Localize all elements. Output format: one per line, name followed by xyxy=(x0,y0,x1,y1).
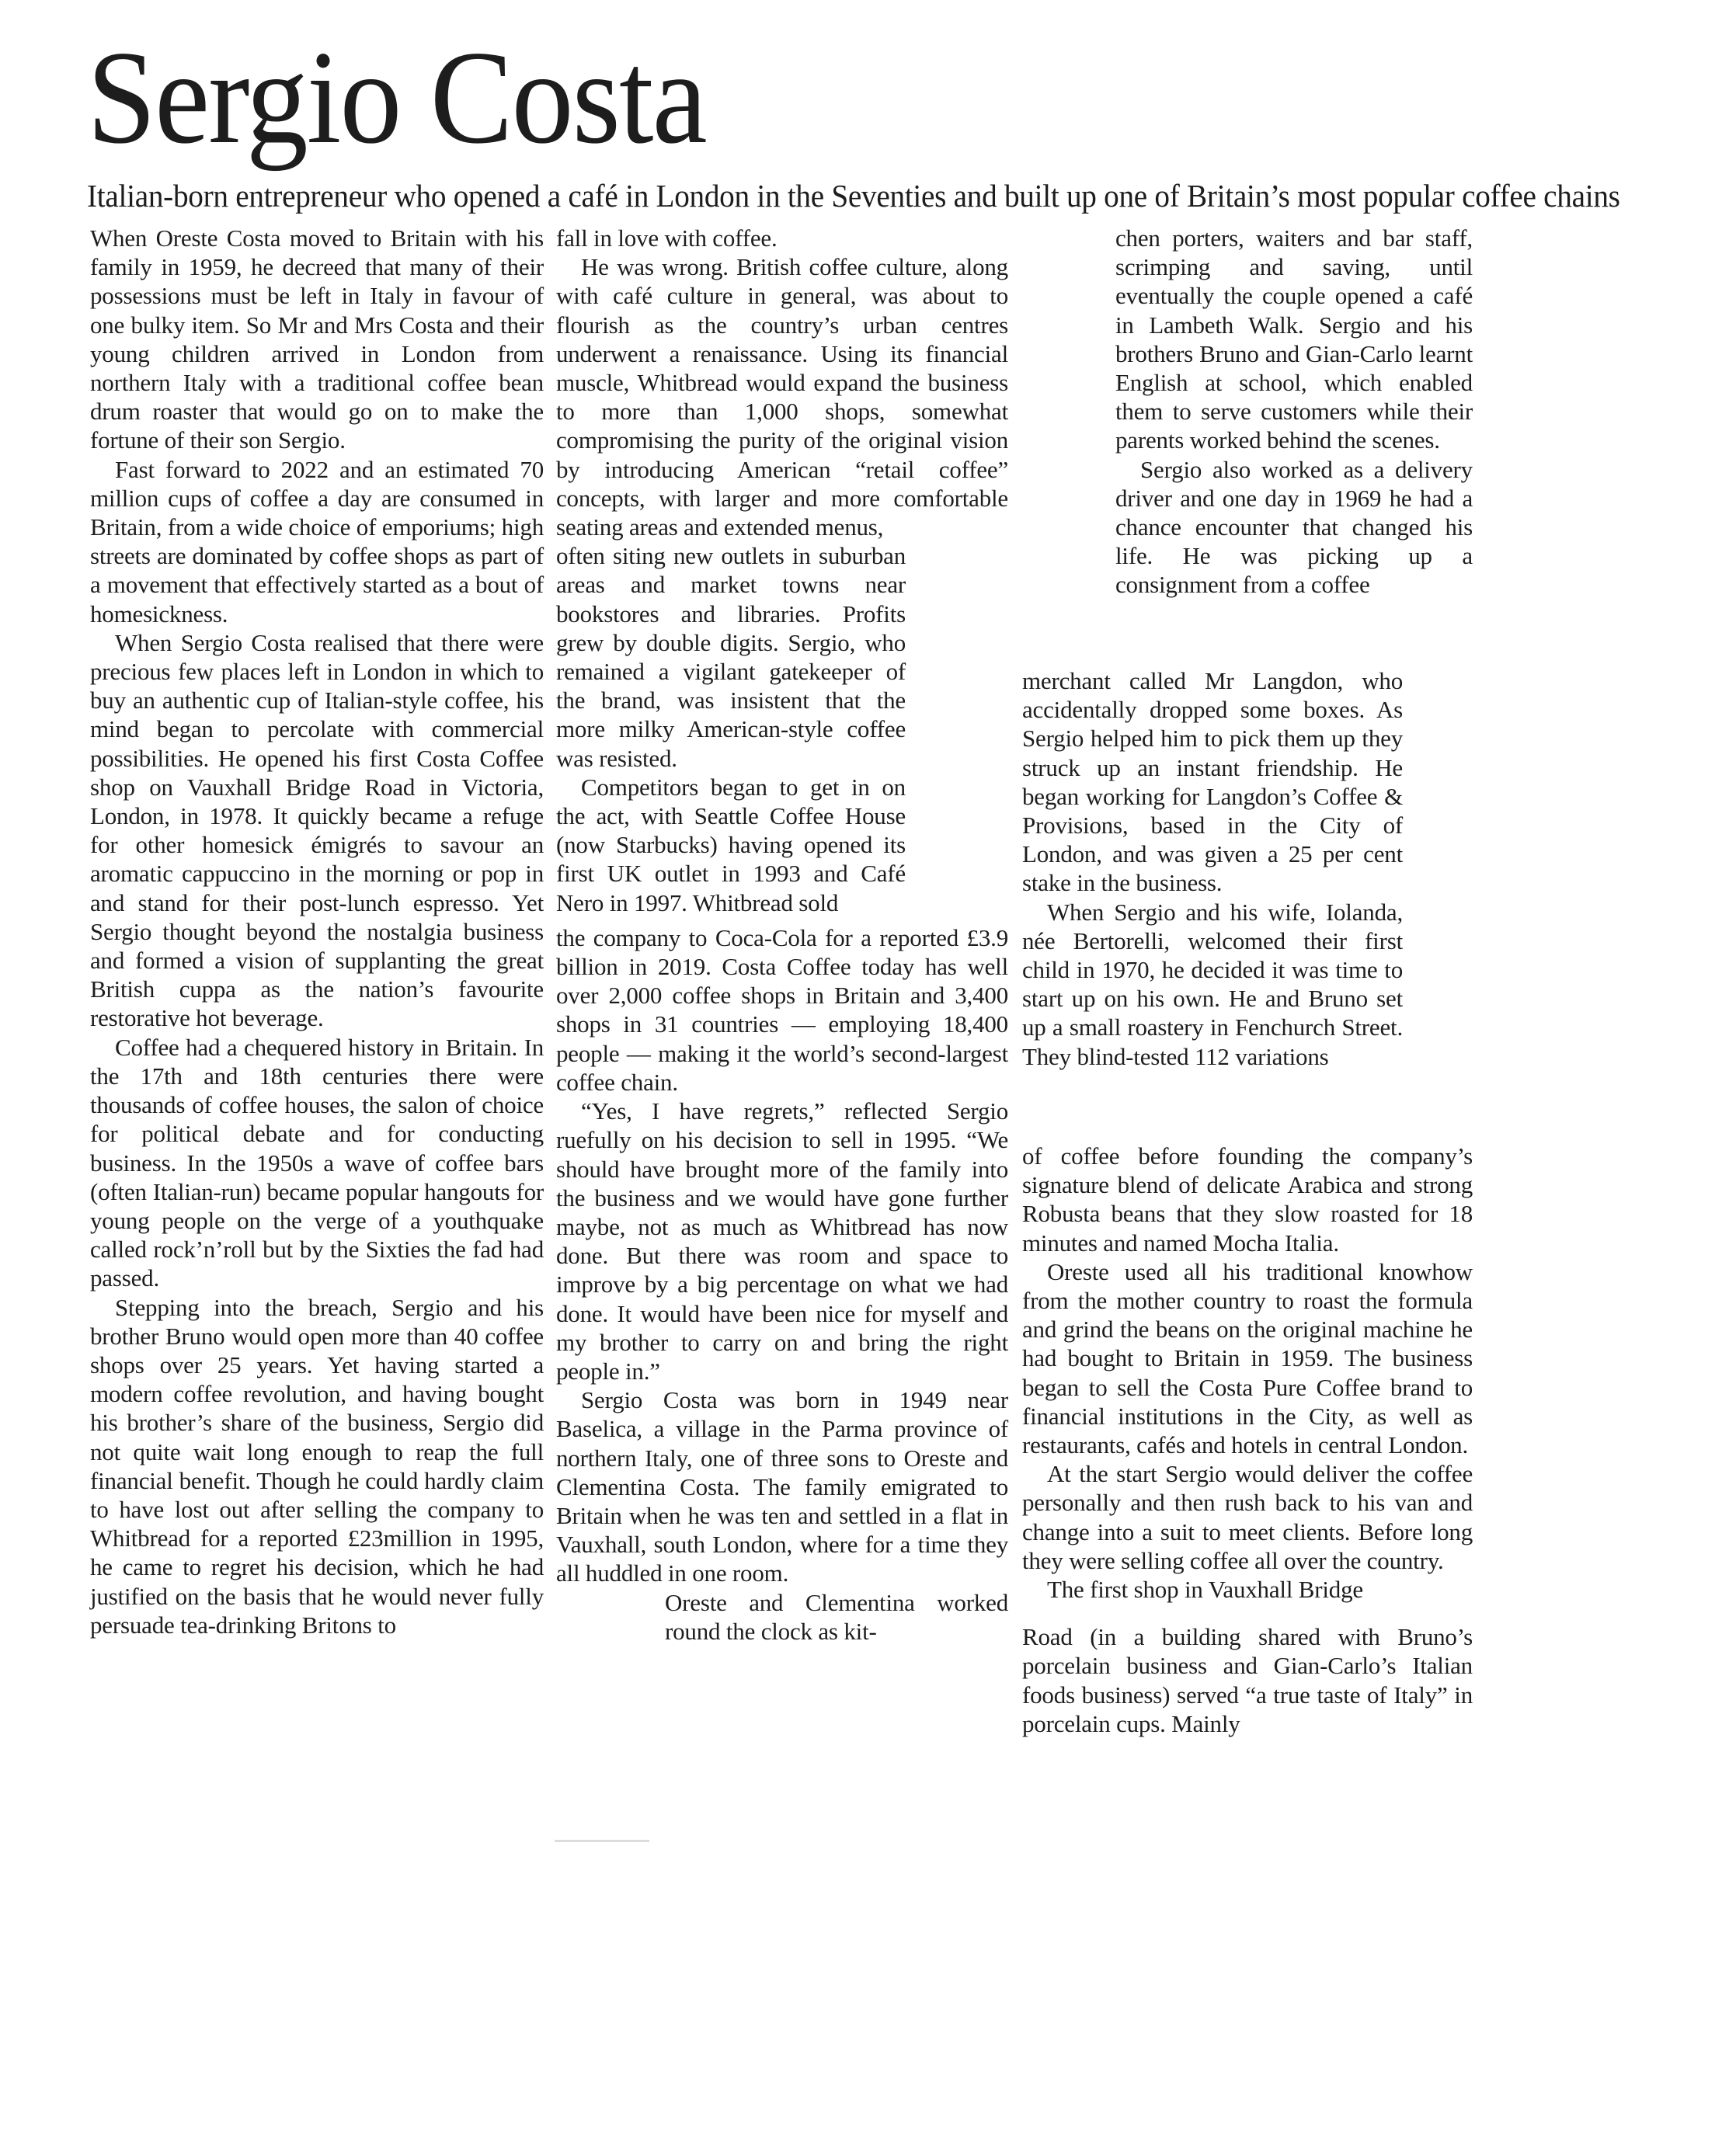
paragraph: Road (in a building shared with Bruno’s porcelain business and Gian-Carlo’s Italian foods business) served “a true taste of Italy” in porcelain cups. Mainly xyxy=(1022,1623,1473,1737)
paragraph: When Sergio and his wife, Iolanda, née Bertorelli, welcomed their first child in 1970, he decided it was time to start up on his own. He and Bruno set up a small roastery in Fenchurch Street. They blind-tested 112 variations xyxy=(1022,898,1403,1070)
paragraph: Competitors began to get in on the act, with Seattle Coffee House (now Starbucks) having opened its first UK outlet in 1993 and Café Nero in 1997. Whitbread sold xyxy=(556,773,906,916)
column-3-top xyxy=(1115,224,1473,600)
column-2-bottom xyxy=(556,923,1008,1588)
paragraph: Coffee had a chequered history in Britain. In the 17th and 18th centuries there were thousands of coffee houses, the salon of choice for political debate and for conducting business. In the 1950s a wave of coffee bars (often Italian-run) became popular hangouts for young people on the verge of a youthquake called rock’n’roll but by the Sixties the fad had passed. xyxy=(90,1033,544,1292)
paragraph: merchant called Mr Langdon, who accidentally dropped some boxes. As Sergio helped him to pick them up they struck up an instant friendship. He began working for Langdon’s Coffee & Provisions, based in the City of London, and was given a 25 per cent stake in the business. xyxy=(1022,667,1403,897)
paragraph: When Oreste Costa moved to Britain with his family in 1959, he decreed that many of their possessions must be left in Italy in favour of one bulky item. So Mr and Mrs Costa and their young children arrived in London from northern Italy with a traditional coffee bean drum roaster that would go on to make the fortune of their son Sergio. xyxy=(90,224,544,454)
paragraph: Sergio Costa was born in 1949 near Baselica, a village in the Parma province of northern Italy, one of three sons to Oreste and Clementina Costa. The family emigrated to Britain when he was ten and settled in a flat in Vauxhall, south London, where for a time they all huddled in one room. xyxy=(556,1386,1008,1587)
column-2-middle xyxy=(556,541,906,917)
standfirst: Italian-born entrepreneur who opened a café in London in the Seventies and built up one of Britain’s most popular coffee chains xyxy=(87,178,1620,214)
column-2-top xyxy=(556,224,1008,541)
column-3-bottom xyxy=(1022,1142,1473,1738)
paragraph: When Sergio Costa realised that there were precious few places left in London in which to buy an authentic cup of Italian-style coffee, his mind began to percolate with commercial possibilities. He opened his first Costa Coffee shop on Vauxhall Bridge Road in Victoria, London, in 1978. It quickly became a refuge for other homesick émigrés to savour an aromatic cappuccino in the morning or pop in and stand for their post-lunch espresso. Yet Sergio thought beyond the nostalgia business and formed a vision of supplanting the great British cuppa as the nation’s favourite restorative hot beverage. xyxy=(90,628,544,1032)
paragraph: Oreste used all his traditional knowhow from the mother country to roast the formula and grind the beans on the original machine he had bought to Britain in 1959. The business began to sell the Costa Pure Coffee brand to financial institutions in the City, as well as restaurants, cafés and hotels in central London. xyxy=(1022,1257,1473,1459)
divider xyxy=(555,1840,649,1842)
paragraph: fall in love with coffee. xyxy=(556,224,778,252)
paragraph: The first shop in Vauxhall Bridge xyxy=(1047,1576,1363,1604)
paragraph: chen porters, waiters and bar staff, scrimping and saving, until eventually the couple opened a café in Lambeth Walk. Sergio and his brothers Bruno and Gian-Carlo learnt English at school, which enabled them to serve customers while their parents worked behind the scenes. xyxy=(1115,224,1473,454)
paragraph: often siting new outlets in suburban areas and market towns near bookstores and libraries. Profits grew by double digits. Sergio, who remained a vigilant gatekeeper of the brand, was insistent that the more milky American-style coffee was resisted. xyxy=(556,542,906,772)
paragraph: Sergio also worked as a delivery driver and one day in 1969 he had a chance encounter that changed his life. He was picking up a consignment from a coffee xyxy=(1115,455,1473,599)
paragraph: the company to Coca-Cola for a reported £3.9 billion in 2019. Costa Coffee today has well over 2,000 coffee shops in Britain and 3,400 shops in 31 countries — employing 18,400 people — making it the world’s second-largest coffee chain. xyxy=(556,923,1008,1096)
column-2 xyxy=(556,224,1008,1646)
paragraph: Stepping into the breach, Sergio and his brother Bruno would open more than 40 coffee shops over 25 years. Yet having started a modern coffee revolution, and having bought his brother’s share of the business, Sergio did not quite wait long enough to reap the full financial benefit. Though he could hardly claim to have lost out after selling the company to Whitbread for a reported £23million in 1995, he came to regret his decision, which he had justified on the basis that he would never fully persuade tea-drinking Britons to xyxy=(90,1293,544,1639)
column-1 xyxy=(90,224,544,1639)
column-3-middle xyxy=(1022,666,1403,1071)
headline: Sergio Costa xyxy=(87,24,706,172)
paragraph: of coffee before founding the company’s signature blend of delicate Arabica and strong Robusta beans that they slow roasted for 18 minutes and named Mocha Italia. xyxy=(1022,1142,1473,1257)
paragraph: Fast forward to 2022 and an estimated 70 million cups of coffee a day are consumed in Britain, from a wide choice of emporiums; high streets are dominated by coffee shops as part of a movement that effectively started as a bout of homesickness. xyxy=(90,455,544,628)
paragraph: At the start Sergio would deliver the coffee personally and then rush back to his van and change into a suit to meet clients. Before long they were selling coffee all over the country. xyxy=(1022,1460,1473,1574)
paragraph: “Yes, I have regrets,” reflected Sergio ruefully on his decision to sell in 1995. “We should have brought more of the family into the business and we would have gone further maybe, not as much as Whitbread has now done. But there was room and space to improve by a big percentage on what we had done. It would have been nice for myself and my brother to carry on and bring the right people in.” xyxy=(556,1097,1008,1385)
paragraph: He was wrong. British coffee culture, along with café culture in general, was about to flourish as the country’s urban centres underwent a renaissance. Using its financial muscle, Whitbread would expand the business to more than 1,000 shops, somewhat compromising the purity of the original vision by introducing American “retail coffee” concepts, with larger and more comfortable seating areas and extended menus, xyxy=(556,253,1008,541)
paragraph: Oreste and Clementina worked round the clock as kit- xyxy=(665,1588,1008,1645)
